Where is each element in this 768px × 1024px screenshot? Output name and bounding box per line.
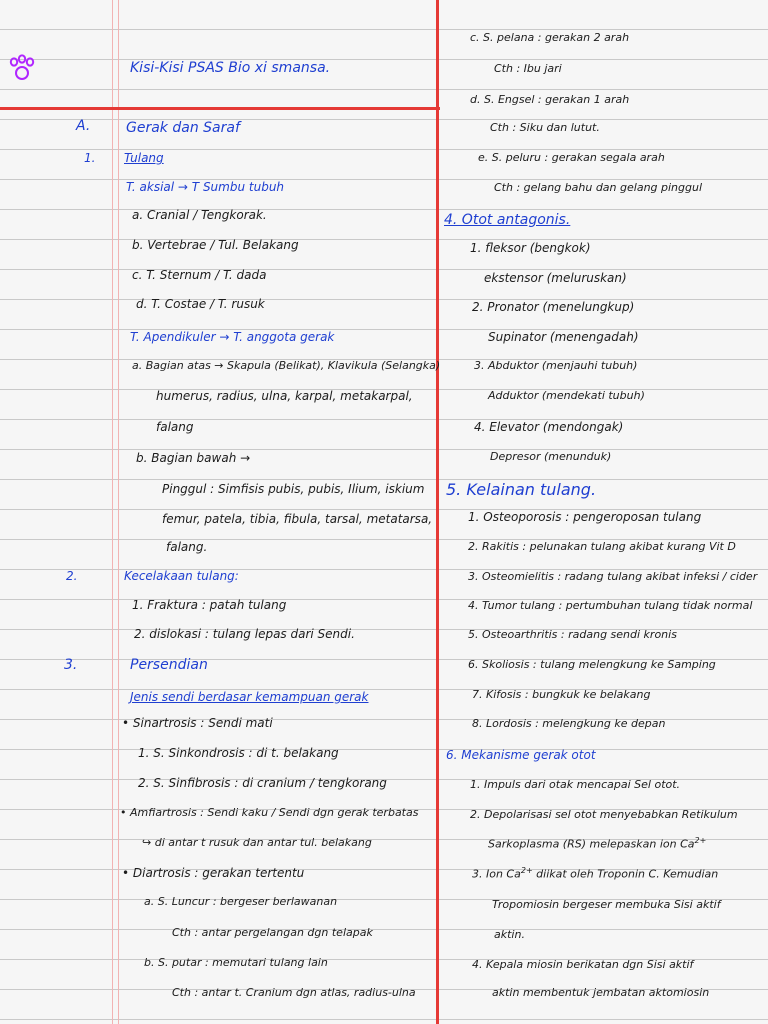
mekanisme-3b: Tropomiosin bergeser membuka Sisi aktif: [492, 898, 721, 911]
mekanisme-3c: aktin.: [494, 928, 525, 941]
sinartrosis-1: 1. S. Sinkondrosis : di t. belakang: [138, 746, 339, 760]
apendikuler-a-line2: humerus, radius, ulna, karpal, metakarpal,: [156, 389, 413, 403]
sendi-peluru: e. S. peluru : gerakan segala arah: [478, 151, 665, 164]
heading-kelainan-tulang: 5. Kelainan tulang.: [446, 480, 597, 499]
column-divider: [436, 0, 439, 1024]
apendikuler-a-line1: a. Bagian atas → Skapula (Belikat), Klavikula (Selangka): [132, 359, 441, 372]
kelainan-2: 2. Rakitis : pelunakan tulang akibat kurang Vit D: [468, 540, 736, 553]
apendikuler-a-line3: falang: [156, 420, 194, 434]
margin-line: [118, 0, 119, 1024]
margin-line: [112, 0, 113, 1024]
kelainan-6: 6. Skoliosis : tulang melengkung ke Samping: [468, 658, 716, 671]
otot-4b: Depresor (menunduk): [490, 450, 612, 463]
heading-jenis-sendi: Jenis sendi berdasar kemampuan gerak: [130, 690, 369, 704]
aksial-d: d. T. Costae / T. rusuk: [136, 297, 265, 311]
mekanisme-4b: aktin membentuk jembatan aktomiosin: [492, 986, 710, 999]
sinartrosis: • Sinartrosis : Sendi mati: [122, 716, 273, 730]
diartrosis-b: b. S. putar : memutari tulang lain: [144, 956, 328, 969]
heading-otot-antagonis: 4. Otot antagonis.: [444, 212, 571, 228]
mekanisme-3a: 3. Ion $Ca^{2+}$ diikat oleh Troponin C. Kemudian: [472, 866, 719, 881]
item-number-2: 2.: [66, 569, 78, 583]
diartrosis-a-contoh: Cth : antar pergelangan dgn telapak: [172, 926, 373, 939]
sendi-pelana: c. S. pelana : gerakan 2 arah: [470, 31, 630, 44]
heading-mekanisme-gerak-otot: 6. Mekanisme gerak otot: [446, 748, 596, 762]
aksial-a: a. Cranial / Tengkorak.: [132, 208, 267, 222]
otot-1b: ekstensor (meluruskan): [484, 271, 627, 285]
header-divider: [0, 107, 440, 110]
diartrosis: • Diartrosis : gerakan tertentu: [122, 866, 305, 880]
diartrosis-b-contoh: Cth : antar t. Cranium dgn atlas, radius-ulna: [172, 986, 416, 999]
apendikuler-b-line3: femur, patela, tibia, fibula, tarsal, metatarsa,: [162, 512, 433, 526]
apendikuler-b-line4: falang.: [166, 540, 208, 554]
paw-doodle-icon: [6, 54, 38, 82]
heading-kecelakaan: Kecelakaan tulang:: [124, 569, 239, 583]
heading-persendian: Persendian: [130, 657, 208, 673]
heading-apendikuler: T. Apendikuler → T. anggota gerak: [130, 330, 335, 344]
otot-1a: 1. fleksor (bengkok): [470, 241, 591, 255]
aksial-c: c. T. Sternum / T. dada: [132, 268, 267, 282]
amfiartrosis-1: ↪ di antar t rusuk dan antar tul. belakang: [142, 836, 372, 849]
section-a-title: Gerak dan Saraf: [126, 120, 240, 136]
mekanisme-4a: 4. Kepala miosin berikatan dgn Sisi aktif: [472, 958, 694, 971]
kelainan-5: 5. Osteoarthritis : radang sendi kronis: [468, 628, 677, 641]
kelainan-8: 8. Lordosis : melengkung ke depan: [472, 717, 666, 730]
otot-2b: Supinator (menengadah): [488, 330, 639, 344]
heading-aksial: T. aksial → T Sumbu tubuh: [126, 180, 285, 194]
sendi-engsel: d. S. Engsel : gerakan 1 arah: [470, 93, 630, 106]
item-number-3: 3.: [64, 657, 78, 673]
otot-3a: 3. Abduktor (menjauhi tubuh): [474, 359, 638, 372]
sendi-peluru-contoh: Cth : gelang bahu dan gelang pinggul: [494, 181, 703, 194]
otot-2a: 2. Pronator (menelungkup): [472, 300, 635, 314]
item-number-1: 1.: [84, 151, 96, 165]
heading-tulang: Tulang: [124, 151, 164, 165]
apendikuler-b-line2: Pinggul : Simfisis pubis, pubis, Ilium, iskium: [162, 482, 425, 496]
kecelakaan-1: 1. Fraktura : patah tulang: [132, 598, 287, 612]
mekanisme-1: 1. Impuls dari otak mencapai Sel otot.: [470, 778, 681, 791]
otot-3b: Adduktor (mendekati tubuh): [488, 389, 645, 402]
diartrosis-a: a. S. Luncur : bergeser berlawanan: [144, 895, 338, 908]
kelainan-3: 3. Osteomielitis : radang tulang akibat infeksi / cider: [468, 570, 758, 583]
aksial-b: b. Vertebrae / Tul. Belakang: [132, 238, 299, 252]
sinartrosis-2: 2. S. Sinfibrosis : di cranium / tengkorang: [138, 776, 387, 790]
kelainan-7: 7. Kifosis : bungkuk ke belakang: [472, 688, 651, 701]
section-a-number: A.: [76, 118, 91, 134]
kelainan-1: 1. Osteoporosis : pengeroposan tulang: [468, 510, 702, 524]
amfiartrosis: • Amfiartrosis : Sendi kaku / Sendi dgn gerak terbatas: [120, 806, 419, 819]
kecelakaan-2: 2. dislokasi : tulang lepas dari Sendi.: [134, 627, 355, 641]
page-title: Kisi-Kisi PSAS Bio xi smansa.: [130, 60, 331, 76]
sendi-pelana-contoh: Cth : Ibu jari: [494, 62, 562, 75]
mekanisme-2a: 2. Depolarisasi sel otot menyebabkan Retikulum: [470, 808, 738, 821]
kelainan-4: 4. Tumor tulang : pertumbuhan tulang tidak normal: [468, 599, 753, 612]
otot-4a: 4. Elevator (mendongak): [474, 420, 624, 434]
sendi-engsel-contoh: Cth : Siku dan lutut.: [490, 121, 600, 134]
apendikuler-b-line1: b. Bagian bawah →: [136, 451, 251, 465]
mekanisme-2b: Sarkoplasma (RS) melepaskan ion $Ca^{2+}$: [488, 836, 707, 851]
